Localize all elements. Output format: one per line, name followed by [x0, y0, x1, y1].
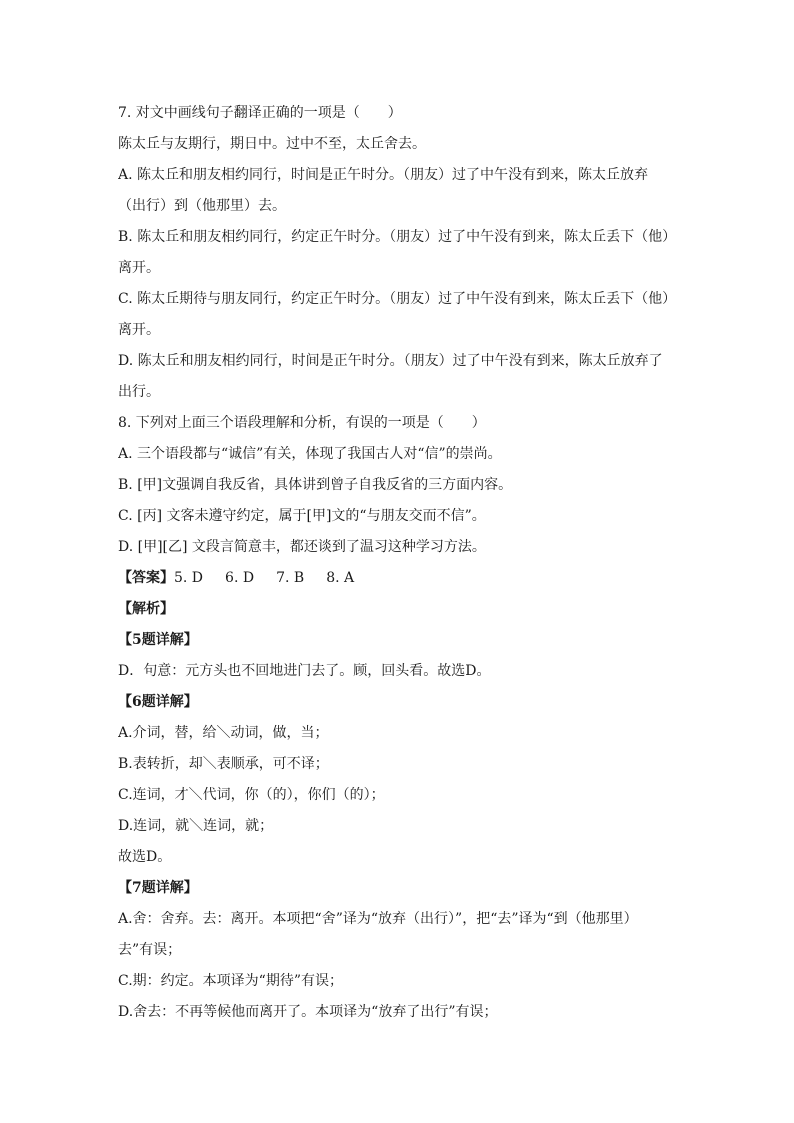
detail-6-conclusion: 故选D。	[118, 849, 172, 865]
detail-7-a-line2: 去”有误；	[118, 942, 182, 958]
detail-7-c: C.期：约定。本项译为“期待”有误；	[118, 973, 343, 989]
q7-option-c-line2: 离开。	[118, 322, 160, 338]
answer-item: 6. D	[225, 570, 255, 586]
answer-item: 5. D	[174, 570, 204, 586]
q7-option-a-line1: A. 陈太丘和朋友相约同行，时间是正午时分。（朋友）过了中午没有到来，陈太丘放弃	[118, 167, 649, 183]
q7-stem: 7. 对文中画线句子翻译正确的一项是（ ）	[118, 105, 402, 121]
answer-line	[118, 563, 688, 594]
detail-6-label: 【6题详解】	[118, 694, 198, 710]
q7-option-d-line1: D. 陈太丘和朋友相约同行，时间是正午时分。（朋友）过了中午没有到来，陈太丘放弃了	[118, 353, 663, 369]
document-page	[118, 98, 688, 1028]
q7-option-b-line2: 离开。	[118, 260, 160, 276]
q8-option-d: D. [甲][乙] 文段言简意丰，都还谈到了温习这种学习方法。	[118, 539, 486, 555]
detail-6-c: C.连词，才＼代词，你（的），你们（的）；	[118, 787, 385, 803]
q7-option-d-line2: 出行。	[118, 384, 160, 400]
answer-item: 7. B	[276, 570, 305, 586]
detail-5-label: 【5题详解】	[118, 632, 198, 648]
q8-option-a: A. 三个语段都与“诚信”有关，体现了我国古人对“信”的崇尚。	[118, 446, 502, 462]
q8-stem: 8. 下列对上面三个语段理解和分析，有误的一项是（ ）	[118, 415, 486, 431]
q7-source-sentence: 陈太丘与友期行，期日中。过中不至，太丘舍去。	[118, 136, 426, 152]
q8-option-c: C. [丙] 文客未遵守约定，属于[甲]文的“与朋友交而不信”。	[118, 508, 486, 524]
q7-option-c-line1: C. 陈太丘期待与朋友同行，约定正午时分。（朋友）过了中午没有到来，陈太丘丢下（他）	[118, 291, 677, 307]
answer-item: 8. A	[326, 570, 355, 586]
q8-option-b: B. [甲]文强调自我反省，具体讲到曾子自我反省的三方面内容。	[118, 477, 513, 493]
detail-7-a-line1: A.舍：舍弃。去：离开。本项把“舍”译为“放弃（出行）”，把“去”译为“到（他那里）	[118, 911, 638, 927]
detail-6-a: A.介词，替，给＼动词，做，当；	[118, 725, 329, 741]
answer-label: 【答案】	[118, 570, 174, 586]
q7-option-b-line1: B. 陈太丘和朋友相约同行，约定正午时分。（朋友）过了中午没有到来，陈太丘丢下（他）	[118, 229, 677, 245]
q7-option-a-line2: （出行）到（他那里）去。	[118, 198, 286, 214]
analysis-label: 【解析】	[118, 601, 174, 617]
detail-5-text: D．句意：元方头也不回地进门去了。顾，回头看。故选D。	[118, 663, 491, 679]
detail-7-label: 【7题详解】	[118, 880, 198, 896]
detail-6-b: B.表转折，却＼表顺承，可不译；	[118, 756, 329, 772]
detail-6-d: D.连词，就＼连词，就；	[118, 818, 274, 834]
detail-7-d: D.舍去：不再等候他而离开了。本项译为“放弃了出行”有误；	[118, 1004, 498, 1020]
